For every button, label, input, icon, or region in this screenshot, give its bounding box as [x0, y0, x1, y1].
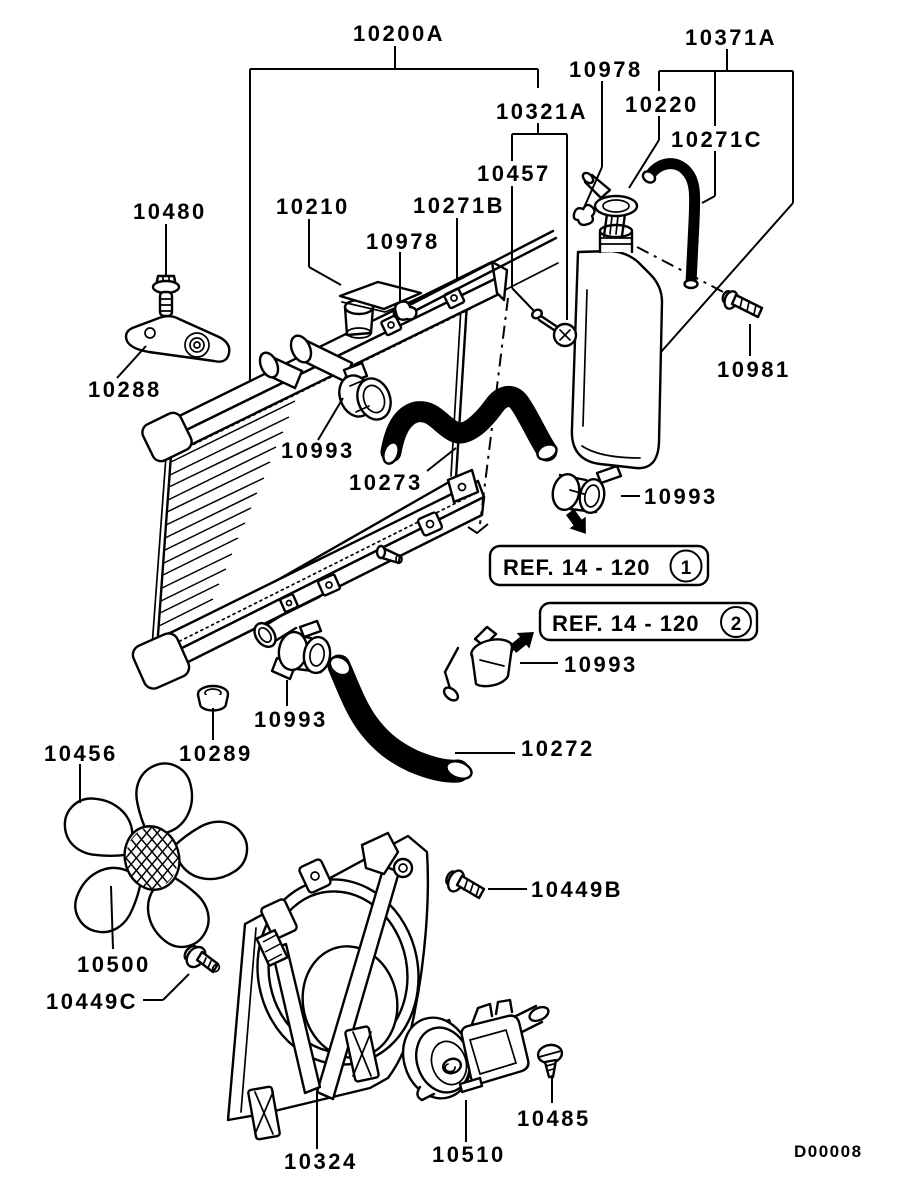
part-label-10210[interactable]: 10210 [276, 194, 350, 219]
grommet-10289 [198, 686, 228, 711]
part-label-10510[interactable]: 10510 [432, 1142, 506, 1167]
ref-note-1[interactable] [490, 546, 708, 585]
part-label-10371A[interactable]: 10371A [685, 25, 778, 50]
bolt-10449C [182, 943, 221, 973]
part-label-10273[interactable]: 10273 [349, 470, 423, 495]
bolt-10449B [444, 868, 484, 898]
part-label-10220[interactable]: 10220 [625, 92, 699, 117]
hose-clamp-thermo [442, 627, 515, 703]
part-label-10500[interactable]: 10500 [77, 952, 151, 977]
part-label-10449B[interactable]: 10449B [531, 877, 624, 902]
part-label-10288[interactable]: 10288 [88, 377, 162, 402]
hose-clamp-lower [272, 621, 332, 679]
part-label-10271C[interactable]: 10271C [671, 127, 764, 152]
reservoir-tank [572, 225, 662, 468]
ref2-text[interactable]: REF. 14 - 120 [552, 611, 700, 636]
diagram-code: D00008 [794, 1142, 863, 1161]
part-label-10981[interactable]: 10981 [717, 357, 791, 382]
lower-radiator-hose [326, 653, 474, 782]
bolt-10981 [721, 289, 762, 317]
part-label-10272[interactable]: 10272 [521, 736, 595, 761]
part-label-10993-upper[interactable]: 10993 [644, 484, 718, 509]
part-label-10993-thermo[interactable]: 10993 [564, 652, 638, 677]
screw-10485 [537, 1043, 564, 1077]
part-label-10321A[interactable]: 10321A [496, 99, 589, 124]
part-label-10456[interactable]: 10456 [44, 741, 118, 766]
part-label-10457[interactable]: 10457 [477, 161, 551, 186]
bracket-10288 [126, 316, 229, 361]
screw-10457 [531, 308, 576, 346]
fan-motor [393, 1000, 551, 1107]
bolt-10480 [153, 276, 179, 316]
hose-clamp-upper [550, 466, 621, 515]
part-label-10449C[interactable]: 10449C [46, 989, 139, 1014]
part-label-10978-mid[interactable]: 10978 [366, 229, 440, 254]
part-label-10200A[interactable]: 10200A [353, 21, 446, 46]
ref-note-2[interactable] [540, 603, 757, 640]
ref1-text[interactable]: REF. 14 - 120 [503, 555, 651, 580]
fan-shroud [228, 833, 434, 1140]
part-label-10480[interactable]: 10480 [133, 199, 207, 224]
part-label-10324[interactable]: 10324 [284, 1149, 358, 1174]
cooling-fan [55, 760, 251, 957]
ref2-number[interactable]: 2 [730, 614, 742, 635]
part-label-10993-lower[interactable]: 10993 [254, 707, 328, 732]
part-label-10978-top[interactable]: 10978 [569, 57, 643, 82]
part-label-10271B[interactable]: 10271B [413, 193, 506, 218]
part-label-10485[interactable]: 10485 [517, 1106, 591, 1131]
part-label-10993-filler[interactable]: 10993 [281, 438, 355, 463]
reservoir-hose [641, 164, 698, 288]
ref1-number[interactable]: 1 [680, 558, 692, 579]
part-label-10289[interactable]: 10289 [179, 741, 253, 766]
